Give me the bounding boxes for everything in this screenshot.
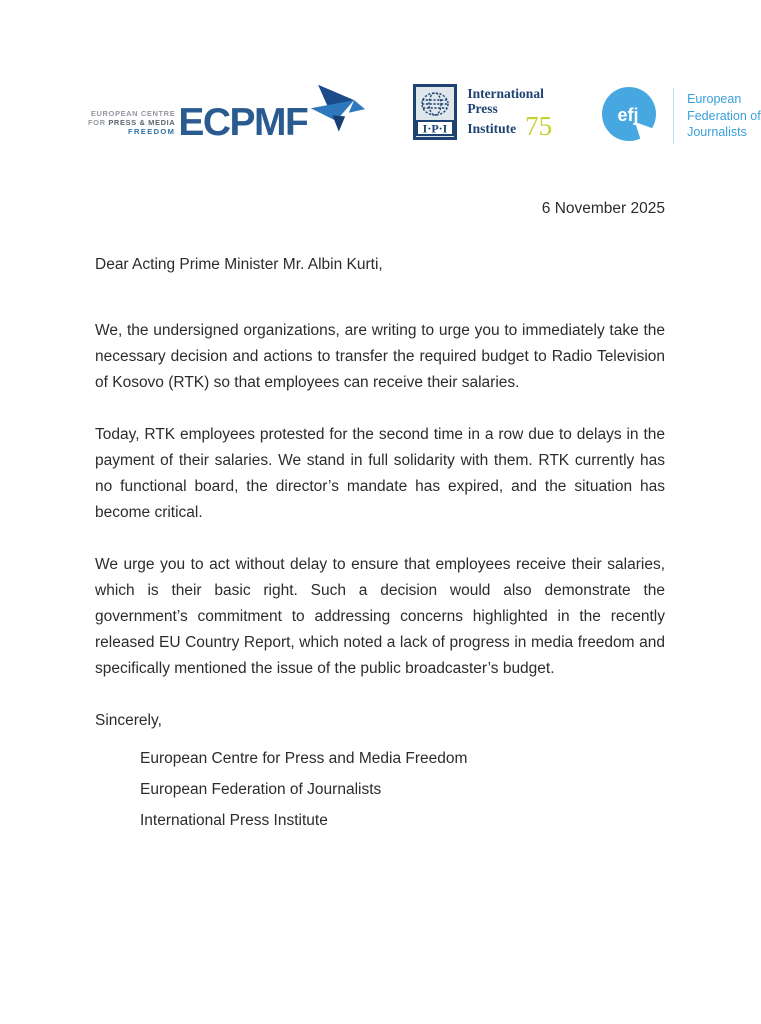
ecpmf-tagline-line3: FREEDOM — [128, 127, 176, 136]
ipi-name — [467, 86, 553, 141]
efj-name-line3: Journalists — [687, 125, 747, 140]
efj-logo — [600, 84, 761, 148]
ipi-name-line2: Press — [467, 101, 498, 116]
ecpmf-logo — [88, 84, 365, 142]
ipi-75th-anniversary: 75 — [525, 111, 553, 141]
paragraph-3: We urge you to act without delay to ensure that employees receive their salaries, which is their basic right. Such a decision would also demonstrate the government’s commitment to addressing concerns highlighted in the recently released EU Country Report, which noted a lack of progress in media freedom and specifically mentioned the issue of the public broadcaster’s budget. — [95, 556, 665, 677]
signatory-ipi: International Press Institute — [140, 812, 328, 829]
paragraph-2: Today, RTK employees protested for the second time in a row due to delays in the payment of their salaries. We stand in full solidarity with them. RTK currently has no functional board, the director’s mandate has expired, and the situation has become critical. — [95, 426, 665, 521]
ipi-logo — [413, 84, 552, 140]
ecpmf-tagline-line1: EUROPEAN CENTRE — [90, 109, 176, 118]
ipi-globe-emblem-icon — [413, 84, 457, 140]
efj-bubble-icon — [600, 84, 662, 148]
ipi-name-line3: Institute — [467, 121, 517, 136]
letter-date: 6 November 2025 — [541, 200, 665, 217]
efj-name — [687, 91, 761, 141]
ecpmf-wordmark: ECPMF — [178, 101, 308, 144]
ipi-name-line1: International — [467, 86, 544, 101]
signatory-list — [95, 746, 665, 834]
paragraph-1: We, the undersigned organizations, are writing to urge you to immediately take the necessary decision and actions to transfer the required budget to Radio Television of Kosovo (RTK) so that employees can receive their salaries. — [95, 322, 665, 391]
ecpmf-tagline-line2-bold: PRESS & MEDIA — [108, 118, 176, 127]
salutation: Dear Acting Prime Minister Mr. Albin Kurti, — [95, 256, 383, 273]
logo-row — [88, 84, 761, 148]
signatory-ecpmf: European Centre for Press and Media Freedom — [140, 750, 468, 767]
efj-monogram: efj — [617, 105, 639, 125]
signatory-efj: European Federation of Journalists — [140, 781, 382, 798]
ecpmf-tagline-line2-prefix: FOR — [88, 118, 109, 127]
ecpmf-bird-icon — [309, 84, 365, 136]
efj-name-line2: Federation of — [687, 108, 761, 123]
efj-name-line1: European — [687, 92, 742, 107]
ecpmf-tagline — [88, 109, 175, 136]
ipi-emblem-text: I·P·I — [422, 121, 448, 136]
efj-divider — [673, 88, 674, 144]
letter-body — [95, 252, 665, 839]
closing: Sincerely, — [95, 712, 162, 729]
